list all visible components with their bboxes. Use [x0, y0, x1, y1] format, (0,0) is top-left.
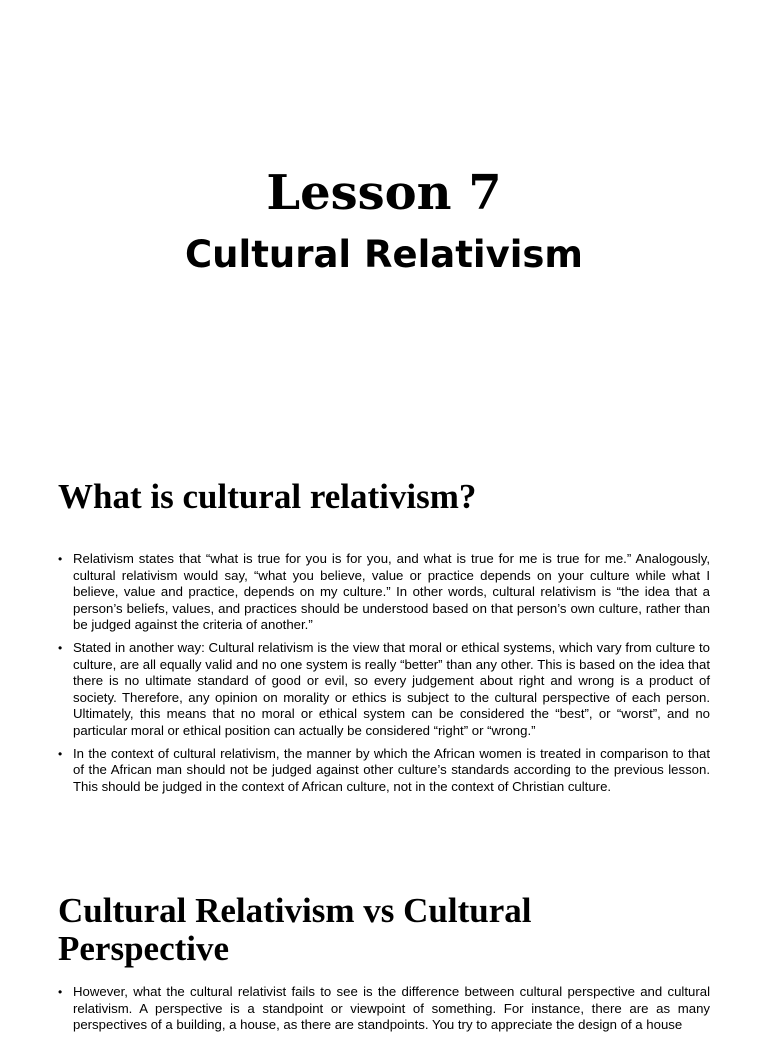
- section-what-is-cultural-relativism: [58, 478, 710, 801]
- lesson-subtitle: Cultural Relativism: [185, 233, 583, 276]
- bullet-list: [58, 551, 710, 795]
- section-heading: What is cultural relativism?: [58, 477, 477, 516]
- bullet-marker: •: [58, 746, 63, 761]
- bullet-marker: •: [58, 640, 63, 655]
- bullet-list: [58, 984, 710, 1034]
- bullet-text: Relativism states that “what is true for you is for you, and what is true for me is true for me.” Analogously, cultural relativism would say, “what you believe, value or practice depends on your culture while what I believe, value and practice, depends on my culture.” In other words, cultural relativism is “the idea that a person’s beliefs, values, and practices should be understood based on that person’s own culture, rather than be judged against the criteria of another.”: [73, 551, 710, 633]
- bullet-item: [58, 640, 710, 740]
- bullet-marker: •: [58, 985, 63, 999]
- bullet-item: [58, 551, 710, 634]
- lesson-title: Lesson 7: [266, 165, 502, 221]
- title-slide: [0, 0, 768, 430]
- bullet-text: In the context of cultural relativism, the manner by which the African women is treated in comparison to that of the African man should not be judged against other culture’s standards according to the previous lesson. This should be judged in the context of African culture, not in the context of Christian culture.: [73, 745, 710, 794]
- bullet-text: However, what the cultural relativist fails to see is the difference between cultural perspective and cultural relativism. A perspective is a standpoint or viewpoint of something. For instance, there are as many perspectives of a building, a house, as there are standpoints. You try to appreciate the design of a house: [73, 984, 710, 1033]
- bullet-marker: •: [58, 552, 63, 566]
- bullet-item: [58, 746, 710, 796]
- section-relativism-vs-perspective: [58, 892, 710, 1040]
- bullet-item: [58, 984, 710, 1034]
- section-heading: Cultural Relativism vs Cultural Perspective: [58, 891, 532, 968]
- bullet-text: Stated in another way: Cultural relativism is the view that moral or ethical systems, which vary from culture to culture, are all equally valid and no one system is really “better” than any other. This is based on the idea that there is no ultimate standard of good or evil, so every judgement about right and wrong is a product of society. Therefore, any opinion on morality or ethics is subject to the cultural perspective of each person. Ultimately, this means that no moral or ethical system can be considered the “best”, or “worst”, and no particular moral or ethical position can actually be considered “right” or “wrong.”: [73, 639, 710, 738]
